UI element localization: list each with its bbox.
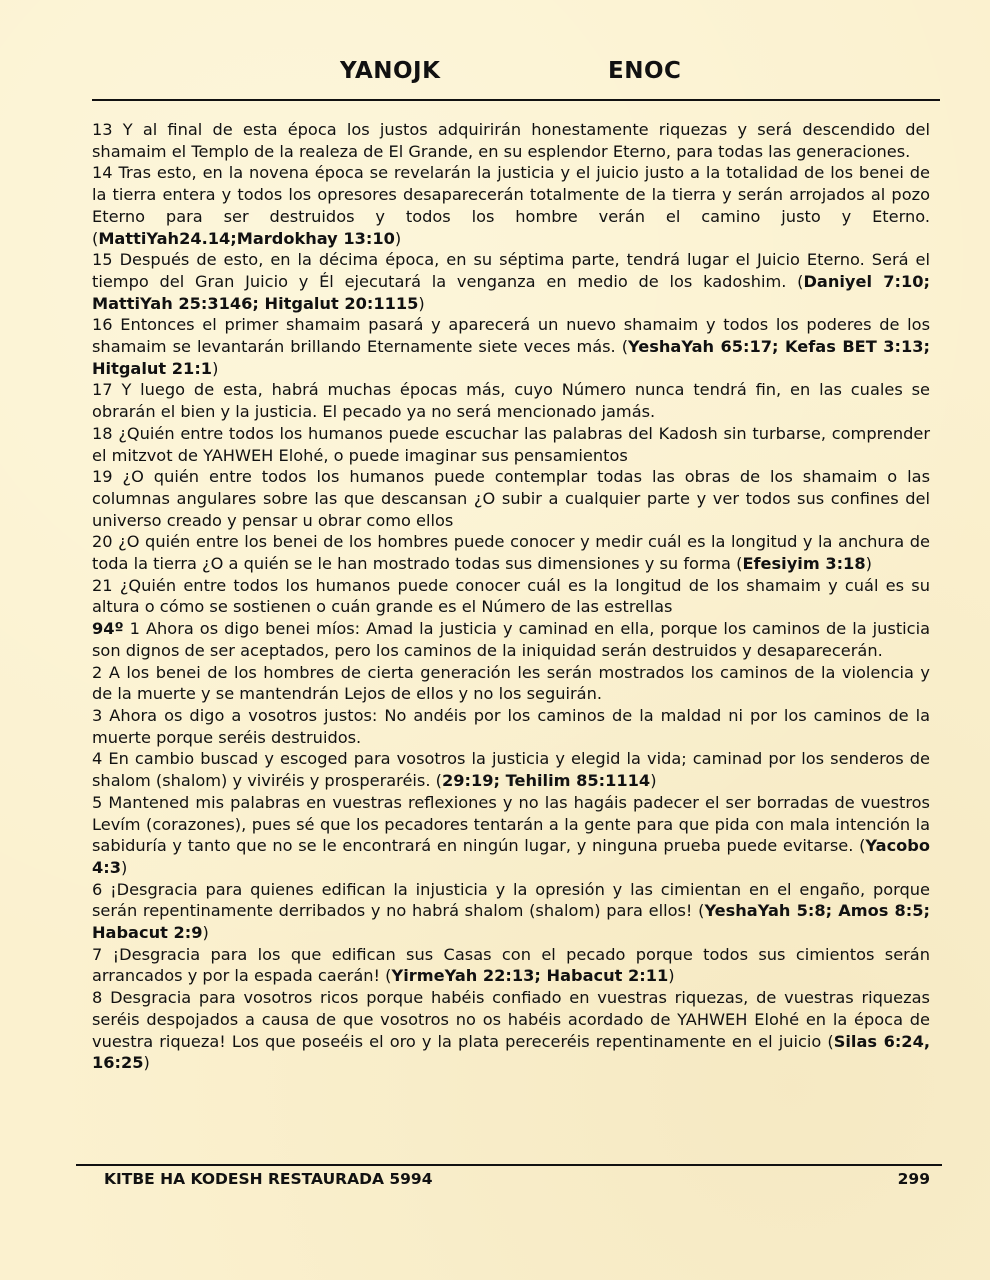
reference-close-paren: ) (650, 771, 657, 791)
page-number: 299 (897, 1170, 930, 1188)
verse-text: 13 Y al final de esta época los justos adquirirán honestamente riquezas y será descendido del shamaim el Templo de la realeza de El Grande, en su esplendor Eterno, para todas las generaciones. (92, 120, 930, 161)
reference-close-paren: ) (202, 923, 209, 943)
verse-paragraph (92, 466, 930, 531)
verse-text: 7 ¡Desgracia para los que edifican sus Casas con el pecado porque todos sus cimientos serán arrancados y por la espada caerán! (92, 944, 930, 986)
scripture-reference: YeshaYah 65:17; Kefas BET 3:13; Hitgalut 21:1 (92, 337, 930, 378)
verse-text: 1 Ahora os digo benei míos: Amad la justicia y caminad en ella, porque los caminos de la justicia son dignos de ser aceptados, pero los caminos de la iniquidad serán destruidos y desaparecerán. (92, 619, 930, 660)
verse-text: 18 ¿Quién entre todos los humanos puede escuchar las palabras del Kadosh sin turbarse, comprender el mitzvot de YAHWEH Elohé, o puede imaginar sus pensamientos (92, 423, 930, 465)
reference-close-paren: ) (121, 857, 128, 877)
reference-open-paren: ( (435, 771, 442, 791)
scripture-reference: MattiYah24.14;Mardokhay 13:10 (98, 228, 395, 248)
reference-open-paren: ( (859, 836, 866, 856)
verse-paragraph (92, 944, 930, 987)
verse-paragraph (92, 987, 930, 1074)
scripture-reference: 29:19; Tehilim 85:1114 (441, 771, 651, 791)
verse-paragraph (92, 662, 930, 705)
scripture-reference: Yacobo 4:3 (92, 836, 930, 877)
verse-paragraph (92, 249, 930, 314)
scripture-reference: YeshaYah 5:8; Amos 8:5; Habacut 2:9 (92, 901, 930, 943)
reference-open-paren: ( (621, 337, 629, 357)
verse-paragraph (92, 748, 930, 791)
scripture-reference: Efesiyim 3:18 (742, 554, 866, 574)
verse-text: 15 Después de esto, en la décima época, en su séptima parte, tendrá lugar el Juicio Eterno. Será el tiempo del Gran Juicio y Él ejecutará la venganza en medio de los kadoshim. (92, 250, 930, 291)
verse-text: 17 Y luego de esta, habrá muchas épocas más, cuyo Número nunca tendrá fin, en las cuales se obrarán el bien y la justicia. El pecado ya no será mencionado jamás. (92, 380, 930, 422)
header-title-left: YANOJK (340, 58, 441, 84)
scripture-reference: Daniyel 7:10; MattiYah 25:3146; Hitgalut 20:1115 (92, 271, 930, 313)
verse-paragraph (92, 879, 930, 944)
footer-book-title: KITBE HA KODESH RESTAURADA 5994 (104, 1170, 433, 1188)
reference-open-paren: ( (797, 271, 804, 291)
reference-close-paren: ) (143, 1053, 150, 1073)
verse-text: 8 Desgracia para vosotros ricos porque habéis confiado en vuestras riquezas, de vuestras riquezas seréis despojados a causa de que vosotros no os habéis acordado de YAHWEH Elohé en la época de vuestra riqueza! Los que poseéis el oro y la plata pereceréis repentinamente en el juicio (92, 988, 930, 1051)
reference-open-paren: ( (827, 1031, 834, 1051)
verse-paragraph (92, 162, 930, 249)
verse-text: 4 En cambio buscad y escoged para vosotros la justicia y elegid la vida; caminad por los senderos de shalom (shalom) y viviréis y prosperaréis. (92, 749, 930, 791)
verse-text: 2 A los benei de los hombres de cierta generación les serán mostrados los caminos de la violencia y de la muerte y se mantendrán Lejos de ellos y no los seguirán. (92, 662, 930, 704)
header-title-right: ENOC (608, 58, 682, 84)
verse-paragraph (92, 531, 930, 574)
reference-close-paren: ) (865, 554, 872, 574)
verse-text: 20 ¿O quién entre los benei de los hombres puede conocer y medir cuál es la longitud y la anchura de toda la tierra ¿O a quién se le han mostrado todas sus dimensiones y su forma (92, 532, 930, 574)
page-header (92, 58, 940, 92)
verse-paragraph (92, 119, 930, 162)
verse-paragraph (92, 575, 930, 618)
verse-paragraph (92, 423, 930, 466)
verse-text: 5 Mantened mis palabras en vuestras reflexiones y no las hagáis padecer el ser borradas de vuestros Levím (corazones), pues sé que los pecadores tentarán a la gente para que pida con mala intención la sabiduría y tanto que no se le encontrará en ningún lugar, y ninguna prueba puede evitarse. (92, 792, 930, 856)
reference-close-paren: ) (418, 293, 425, 313)
reference-open-paren: ( (736, 554, 743, 574)
reference-open-paren: ( (92, 228, 99, 248)
page-footer (104, 1170, 930, 1194)
verse-paragraph (92, 618, 930, 661)
verse-paragraph (92, 705, 930, 748)
verse-text: 3 Ahora os digo a vosotros justos: No andéis por los caminos de la maldad ni por los caminos de la muerte porque seréis destruidos. (92, 705, 930, 747)
scripture-reference: Silas 6:24, 16:25 (92, 1031, 930, 1073)
scripture-reference: YirmeYah 22:13; Habacut 2:11 (391, 966, 669, 986)
verse-paragraph (92, 792, 930, 879)
reference-open-paren: ( (698, 901, 705, 921)
verse-text: 6 ¡Desgracia para quienes edifican la injusticia y la opresión y las cimientan en el engaño, porque serán repentinamente derribados y no habrá shalom (shalom) para ellos! (92, 879, 930, 921)
header-divider (92, 99, 940, 101)
verse-text: 19 ¿O quién entre todos los humanos puede contemplar todas las obras de los shamaim o las columnas angulares sobre las que descansan ¿O subir a cualquier parte y ver todos sus confines del universo creado y pensar u obrar como ellos (92, 467, 930, 530)
verse-paragraph (92, 379, 930, 422)
verse-text: 16 Entonces el primer shamaim pasará y aparecerá un nuevo shamaim y todos los poderes de los shamaim se levantarán brillando Eternamente siete veces más. (92, 315, 930, 357)
reference-close-paren: ) (668, 966, 675, 986)
chapter-number: 94º (92, 619, 124, 639)
verse-text: 21 ¿Quién entre todos los humanos puede conocer cuál es la longitud de los shamaim y cuál es su altura o cómo se sostienen o cuán grande es el Número de las estrellas (92, 575, 930, 617)
reference-close-paren: ) (394, 228, 402, 248)
reference-close-paren: ) (212, 358, 219, 378)
footer-divider (76, 1164, 942, 1166)
verse-text: 14 Tras esto, en la novena época se revelarán la justicia y el juicio justo a la totalidad de los benei de la tierra entera y todos los opresores desaparecerán totalmente de la tierra y serán arrojados al pozo Eterno para ser destruidos y todos los hombre verán el camino justo y Eterno. (92, 163, 930, 226)
document-body (92, 119, 930, 1074)
reference-open-paren: ( (385, 966, 392, 986)
verse-paragraph (92, 314, 930, 379)
